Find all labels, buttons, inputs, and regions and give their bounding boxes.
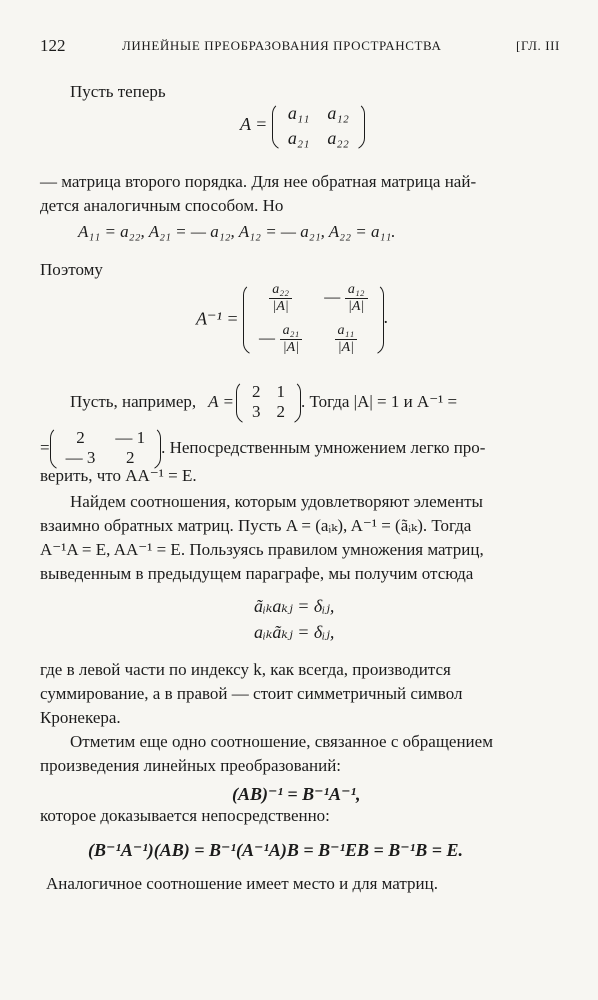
- paragraph-line: A⁻¹A = E, AA⁻¹ = E. Пользуясь правилом умножения матриц,: [40, 540, 484, 559]
- paragraph-line: Отметим еще одно соотношение, связанное с обращением: [70, 732, 493, 751]
- paragraph-line: произведения линейных преобразований:: [40, 756, 342, 775]
- example-prefix: Пусть, например,: [70, 392, 197, 411]
- page-number: 122: [40, 36, 66, 55]
- example-lhs: A =: [208, 392, 234, 411]
- example-matrix: [236, 380, 301, 424]
- example-inverse-line: [40, 426, 485, 470]
- example-line: [70, 380, 560, 424]
- matrix-cell: a₂₂: [327, 128, 349, 148]
- matrix-a: [272, 102, 365, 150]
- paragraph-line: выведенным в предыдущем параграфе, мы получим отсюда: [40, 564, 474, 583]
- proof-equation: (B⁻¹A⁻¹)(AB) = B⁻¹(A⁻¹A)B = B⁻¹EB = B⁻¹B = E.: [88, 840, 463, 860]
- matrix-cell: 2: [276, 402, 285, 421]
- matrix-a-equation: [240, 102, 365, 150]
- example-inv-suffix: . Непосредственным умножением легко про-: [161, 438, 486, 457]
- cofactors-equation: A₁₁ = a₂₂, A₂₁ = — a₁₂, A₁₂ = — a₂₁, A₂₂ = a₁₁.: [78, 222, 396, 241]
- matrix-cell: a₁₁: [287, 103, 310, 123]
- inverse-end: .: [383, 307, 389, 328]
- example-inv-lhs: =: [40, 438, 50, 457]
- paragraph-line: Кронекера.: [40, 708, 121, 727]
- matrix-cell: — 3: [65, 448, 96, 467]
- page-header: [40, 36, 560, 60]
- paragraph-line: которое доказывается непосредственно:: [40, 806, 330, 825]
- matrix-cell: 1: [276, 382, 285, 401]
- inverse-cell: — $\frac{\text{a₂₁}}{|A|}$: [259, 323, 302, 356]
- matrix-cell: 2: [76, 428, 85, 447]
- matrix-cell: a₁₂: [327, 103, 349, 123]
- paragraph-line: — матрица второго порядка. Для нее обратная матрица най-: [40, 172, 477, 191]
- paragraph-line: взаимно обратных матриц. Пусть A = (aᵢₖ), A⁻¹ = (ãᵢₖ). Тогда: [40, 516, 472, 535]
- product-inverse-equation: (AB)⁻¹ = B⁻¹A⁻¹,: [232, 784, 361, 804]
- matrix-cell: 2: [125, 448, 135, 467]
- inverse-matrix: [243, 282, 384, 356]
- inverse-lhs: A⁻¹ =: [196, 308, 239, 329]
- intro-text: Пусть теперь: [70, 82, 166, 101]
- inverse-cell: $\frac{\text{a₁₁}}{|A|}$: [324, 323, 367, 356]
- matrix-cell: a₂₁: [287, 128, 310, 148]
- paragraph-line: суммирование, а в правой — стоит симметричный символ: [40, 684, 463, 703]
- chapter-marker: [ГЛ. III: [516, 38, 560, 53]
- final-line: Аналогичное соотношение имеет место и для матриц.: [46, 874, 438, 893]
- matrix-cell: 3: [251, 402, 261, 421]
- example-inverse-matrix: [50, 426, 162, 470]
- paragraph-line: Найдем соотношения, которым удовлетворяют элементы: [70, 492, 483, 511]
- inverse-matrix-equation: [196, 282, 388, 356]
- matrix-a-lhs: A =: [240, 114, 268, 135]
- inverse-cell: $\frac{\text{a₂₂}}{|A|}$: [259, 282, 302, 315]
- relation-equation-2: aᵢₖãₖⱼ = δᵢⱼ,: [254, 622, 335, 642]
- matrix-cell: — 1: [115, 428, 146, 447]
- paragraph-line: где в левой части по индексу k, как всегда, производится: [40, 660, 451, 679]
- verify-line: верить, что AA⁻¹ = E.: [40, 466, 197, 485]
- therefore-text: Поэтому: [40, 260, 103, 279]
- inverse-cell: — $\frac{\text{a₁₂}}{|A|}$: [324, 282, 367, 315]
- running-title: ЛИНЕЙНЫЕ ПРЕОБРАЗОВАНИЯ ПРОСТРАНСТВА: [122, 38, 442, 53]
- example-suffix: . Тогда |A| = 1 и A⁻¹ =: [300, 392, 458, 411]
- matrix-cell: 2: [251, 382, 261, 401]
- relation-equation-1: ãᵢₖaₖⱼ = δᵢⱼ,: [254, 596, 335, 616]
- paragraph-line: дется аналогичным способом. Но: [40, 196, 284, 215]
